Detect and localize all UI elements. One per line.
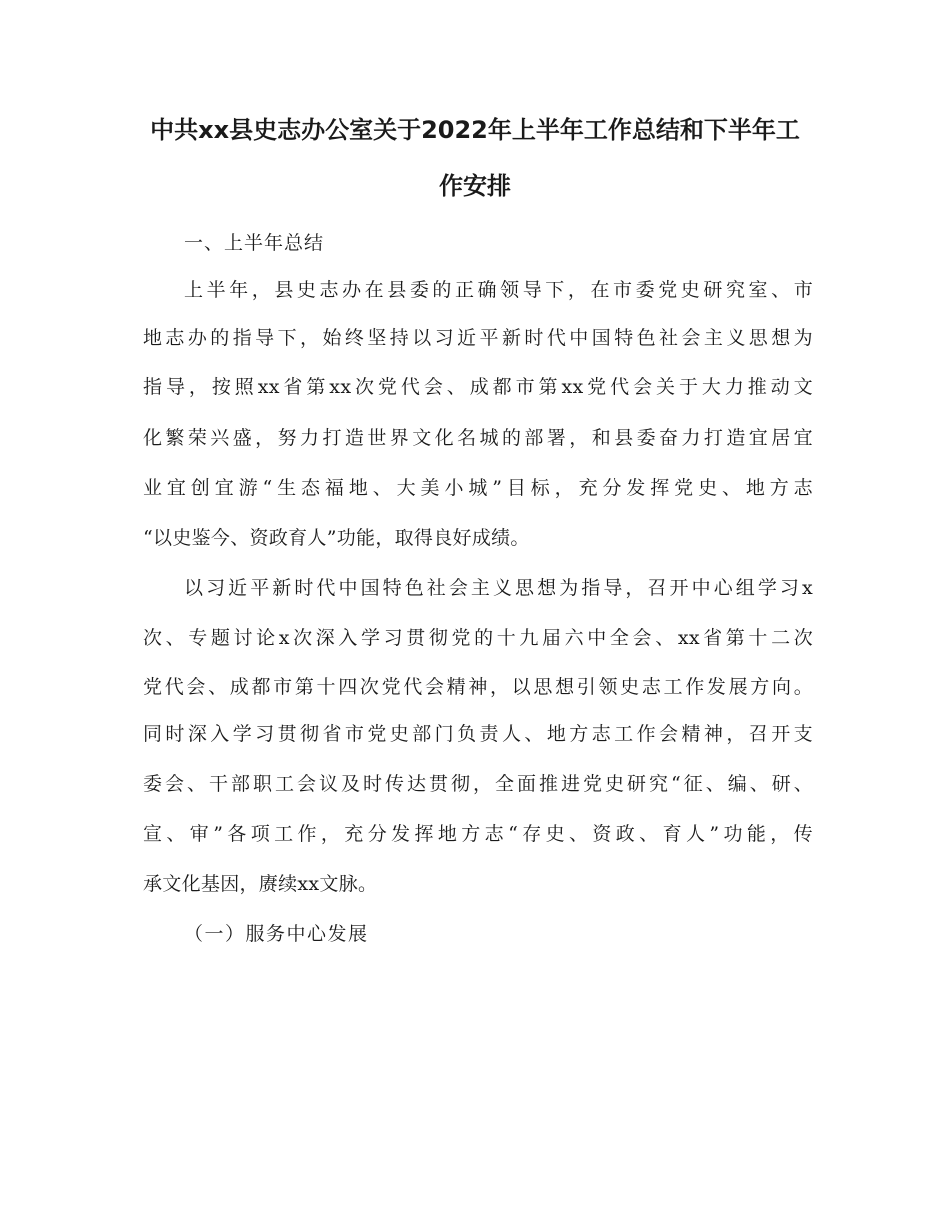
paragraph-line: 承文化基因，赓续xx文脉。: [143, 873, 378, 895]
paragraph-line: 同时深入学习贯彻省市党史部门负责人、地方志工作会精神，召开支: [143, 723, 813, 745]
paragraph-line: 次、专题讨论x次深入学习贯彻党的十九届六中全会、xx省第十二次: [143, 627, 813, 649]
paragraph-line: 地志办的指导下，始终坚持以习近平新时代中国特色社会主义思想为: [143, 327, 813, 349]
paragraph-line: 委会、干部职工会议及时传达贯彻，全面推进党史研究“征、编、研、: [143, 773, 813, 795]
document-title-line-1: 中共xx县史志办公室关于2022年上半年工作总结和下半年工: [150, 116, 800, 144]
paragraph-line: 化繁荣兴盛，努力打造世界文化名城的部署，和县委奋力打造宜居宜: [143, 427, 813, 449]
paragraph-line: 宣、审”各项工作，充分发挥地方志“存史、资政、育人”功能，传: [143, 823, 813, 845]
paragraph-line: 党代会、成都市第十四次党代会精神，以思想引领史志工作发展方向。: [143, 676, 813, 698]
paragraph-line: 业宜创宜游“生态福地、大美小城”目标，充分发挥党史、地方志: [143, 477, 813, 499]
paragraph-line: “以史鉴今、资政育人”功能，取得良好成绩。: [143, 527, 530, 549]
subsection-heading: （一）服务中心发展: [184, 923, 369, 945]
paragraph-line: 上半年，县史志办在县委的正确领导下，在市委党史研究室、市: [184, 279, 813, 301]
section-heading: 一、上半年总结: [184, 232, 325, 254]
document-title-line-2: 作安排: [439, 172, 511, 200]
paragraph-line: 以习近平新时代中国特色社会主义思想为指导，召开中心组学习x: [184, 577, 813, 599]
paragraph-line: 指导，按照xx省第xx次党代会、成都市第xx党代会关于大力推动文: [143, 376, 813, 398]
